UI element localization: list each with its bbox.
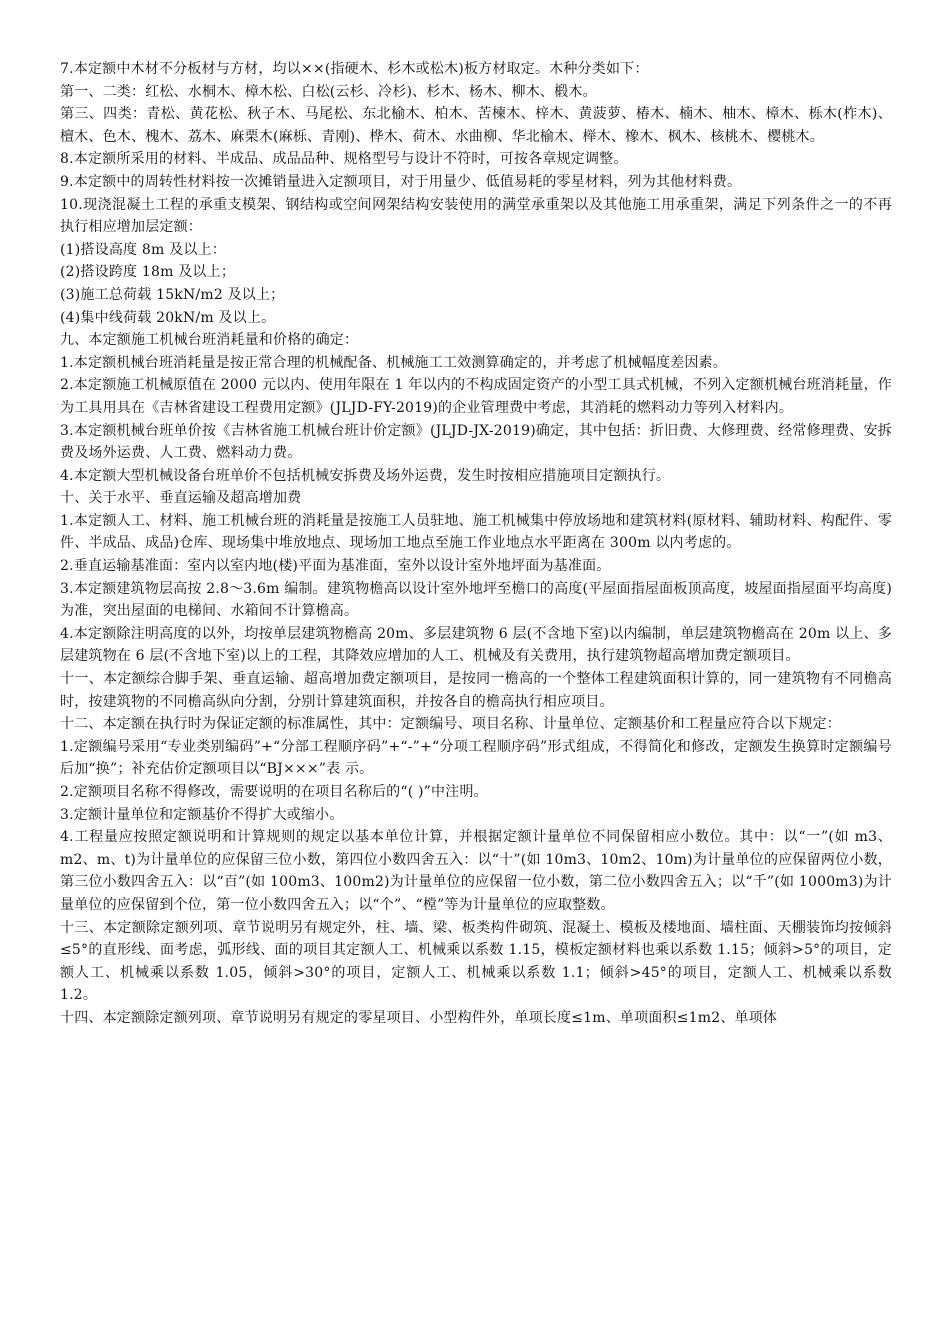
section-12-item-3: 3.定额计量单位和定额基价不得扩大或缩小。 <box>60 806 344 823</box>
section-10-item-1: 1.本定额人工、材料、施工机械台班的消耗量是按施工人员驻地、施工机械集中停放场地和建筑材料(原材料、辅助材料、构配件、零件、半成品、成品)仓库、现场集中堆放地点、现场加工地点至施工作业地点水平距离在 300m 以内考虑的。 <box>60 512 892 552</box>
section-10-item-4: 4.本定额除注明高度的以外，均按单层建筑物檐高 20m、多层建筑物 6 层(不含地下室)以内编制，单层建筑物檐高在 20m 以上、多层建筑物在 6 层(不含地下室)以上的工程，其降效应增加的人工、机械及有关费用，执行建筑物超高增加费定额项目。 <box>60 625 892 665</box>
paragraph-9-turnover-materials: 9.本定额中的周转性材料按一次摊销量进入定额项目，对于用量少、低值易耗的零星材料，列为其他材料费。 <box>60 173 742 190</box>
condition-3-total-load: (3)施工总荷载 15kN/m2 及以上； <box>60 286 285 303</box>
condition-2-span: (2)搭设跨度 18m 及以上； <box>60 264 236 281</box>
paragraph-wood-class-3-4: 第三、四类：青松、黄花松、秋子木、马尾松、东北榆木、柏木、苦楝木、梓木、黄菠萝、椿木、楠木、柚木、樟木、栎木(柞木)、檀木、色木、槐木、荔木、麻栗木(麻栎、青刚)、桦木、荷木、水曲柳、华北榆木、榉木、橡木、枫木、核桃木、樱桃木。 <box>60 106 892 145</box>
paragraph-8-materials: 8.本定额所采用的材料、半成品、成品品种、规格型号与设计不符时，可按各章规定调整。 <box>60 151 628 168</box>
paragraph-7-wood-material: 7.本定额中木材不分板材与方材，均以××(指硬木、杉木或松木)板方材取定。木种分类如下： <box>60 61 649 77</box>
section-9-item-4: 4.本定额大型机械设备台班单价不包括机械安拆费及场外运费，发生时按相应措施项目定额执行。 <box>60 467 671 484</box>
section-10-item-3: 3.本定额建筑物层高按 2.8～3.6m 编制。建筑物檐高以设计室外地坪至檐口的高度(平屋面指屋面板顶高度，坡屋面指屋面平均高度)为准，突出屋面的电梯间、水箱间不计算檐高。 <box>60 580 892 620</box>
section-9-item-1: 1.本定额机械台班消耗量是按正常合理的机械配备、机械施工工效测算确定的，并考虑了机械幅度差因素。 <box>60 354 727 371</box>
section-9-item-3: 3.本定额机械台班单价按《吉林省施工机械台班计价定额》(JLJD-JX-2019)确定，其中包括：折旧费、大修理费、经常修理费、安拆费及场外运费、人工费、燃料动力费。 <box>60 422 892 462</box>
section-12-item-2: 2.定额项目名称不得修改，需要说明的在项目名称后的“( )”中注明。 <box>60 784 488 800</box>
paragraph-10-support-frames: 10.现浇混凝土工程的承重支模架、钢结构或空间网架结构安装使用的满堂承重架以及其他施工用承重架，满足下列条件之一的不再执行相应增加层定额： <box>60 196 892 236</box>
condition-1-height: (1)搭设高度 8m 及以上： <box>60 241 226 258</box>
section-13: 十三、本定额除定额列项、章节说明另有规定外，柱、墙、梁、板类构件砌筑、混凝土、模板及楼地面、墙柱面、天棚装饰均按倾斜≤5°的直形线、面考虑，弧形线、面的项目其定额人工、机械乘以系数 1.15，模板定额材料也乘以系数 1.15；倾斜>5°的项目，定额人工、机械乘以系数 1.05，倾斜>30°的项目，定额人工、机械乘以系数 1.1；倾斜>45°的项目，定额人工、机械乘以系数 1.2。 <box>60 919 892 1004</box>
section-9-heading: 九、本定额施工机械台班消耗量和价格的确定： <box>60 332 359 349</box>
section-10-heading: 十、关于水平、垂直运输及超高增加费 <box>60 490 302 507</box>
section-14: 十四、本定额除定额列项、章节说明另有规定的零星项目、小型构件外，单项长度≤1m、单项面积≤1m2、单项体 <box>60 1009 778 1026</box>
section-12-item-1: 1.定额编号采用“专业类别编码”+“分部工程顺序码”+“-”+“分项工程顺序码”形式组成，不得简化和修改，定额发生换算时定额编号后加“换”；补充估价定额项目以“BJ×××”表 示。 <box>60 738 892 778</box>
section-12-item-4: 4.工程量应按照定额说明和计算规则的规定以基本单位计算，并根据定额计量单位不同保留相应小数位。其中：以“一”(如 m3、m2、m、t)为计量单位的应保留三位小数，第四位小数四舍五入：以“十”(如 10m3、10m2、10m)为计量单位的应保留两位小数，第三位小数四舍五入：以“百”(如 100m3、100m2)为计量单位的应保留一位小数，第二位小数四舍五入；以“千”(如 1000m3)为计量单位的应保留到个位，第一位小数四舍五入；以“个”、“樘”等为计量单位的应取整数。 <box>60 829 892 913</box>
section-12-heading: 十二、本定额在执行时为保证定额的标准属性，其中：定额编号、项目名称、计量单位、定额基价和工程量应符合以下规定： <box>60 716 841 733</box>
section-11: 十一、本定额综合脚手架、垂直运输、超高增加费定额项目，是按同一檐高的一个整体工程建筑面积计算的，同一建筑物有不同檐高时，按建筑物的不同檐高纵向分割，分别计算建筑面积，并按各自的檐高执行相应项目。 <box>60 671 892 710</box>
section-10-item-2: 2.垂直运输基准面：室内以室内地(楼)平面为基准面，室外以设计室外地坪面为基准面。 <box>60 558 611 575</box>
section-9-item-2: 2.本定额施工机械原值在 2000 元以内、使用年限在 1 年以内的不构成固定资产的小型工具式机械，不列入定额机械台班消耗量，作为工具用具在《吉林省建设工程费用定额》(JLJD-FY-2019)的企业管理费中考虑，其消耗的燃料动力等列入材料内。 <box>60 377 892 416</box>
paragraph-wood-class-1-2: 第一、二类：红松、水桐木、樟木松、白松(云杉、冷杉)、杉木、杨木、柳木、椴木。 <box>60 83 597 100</box>
condition-4-line-load: (4)集中线荷载 20kN/m 及以上。 <box>60 309 276 326</box>
